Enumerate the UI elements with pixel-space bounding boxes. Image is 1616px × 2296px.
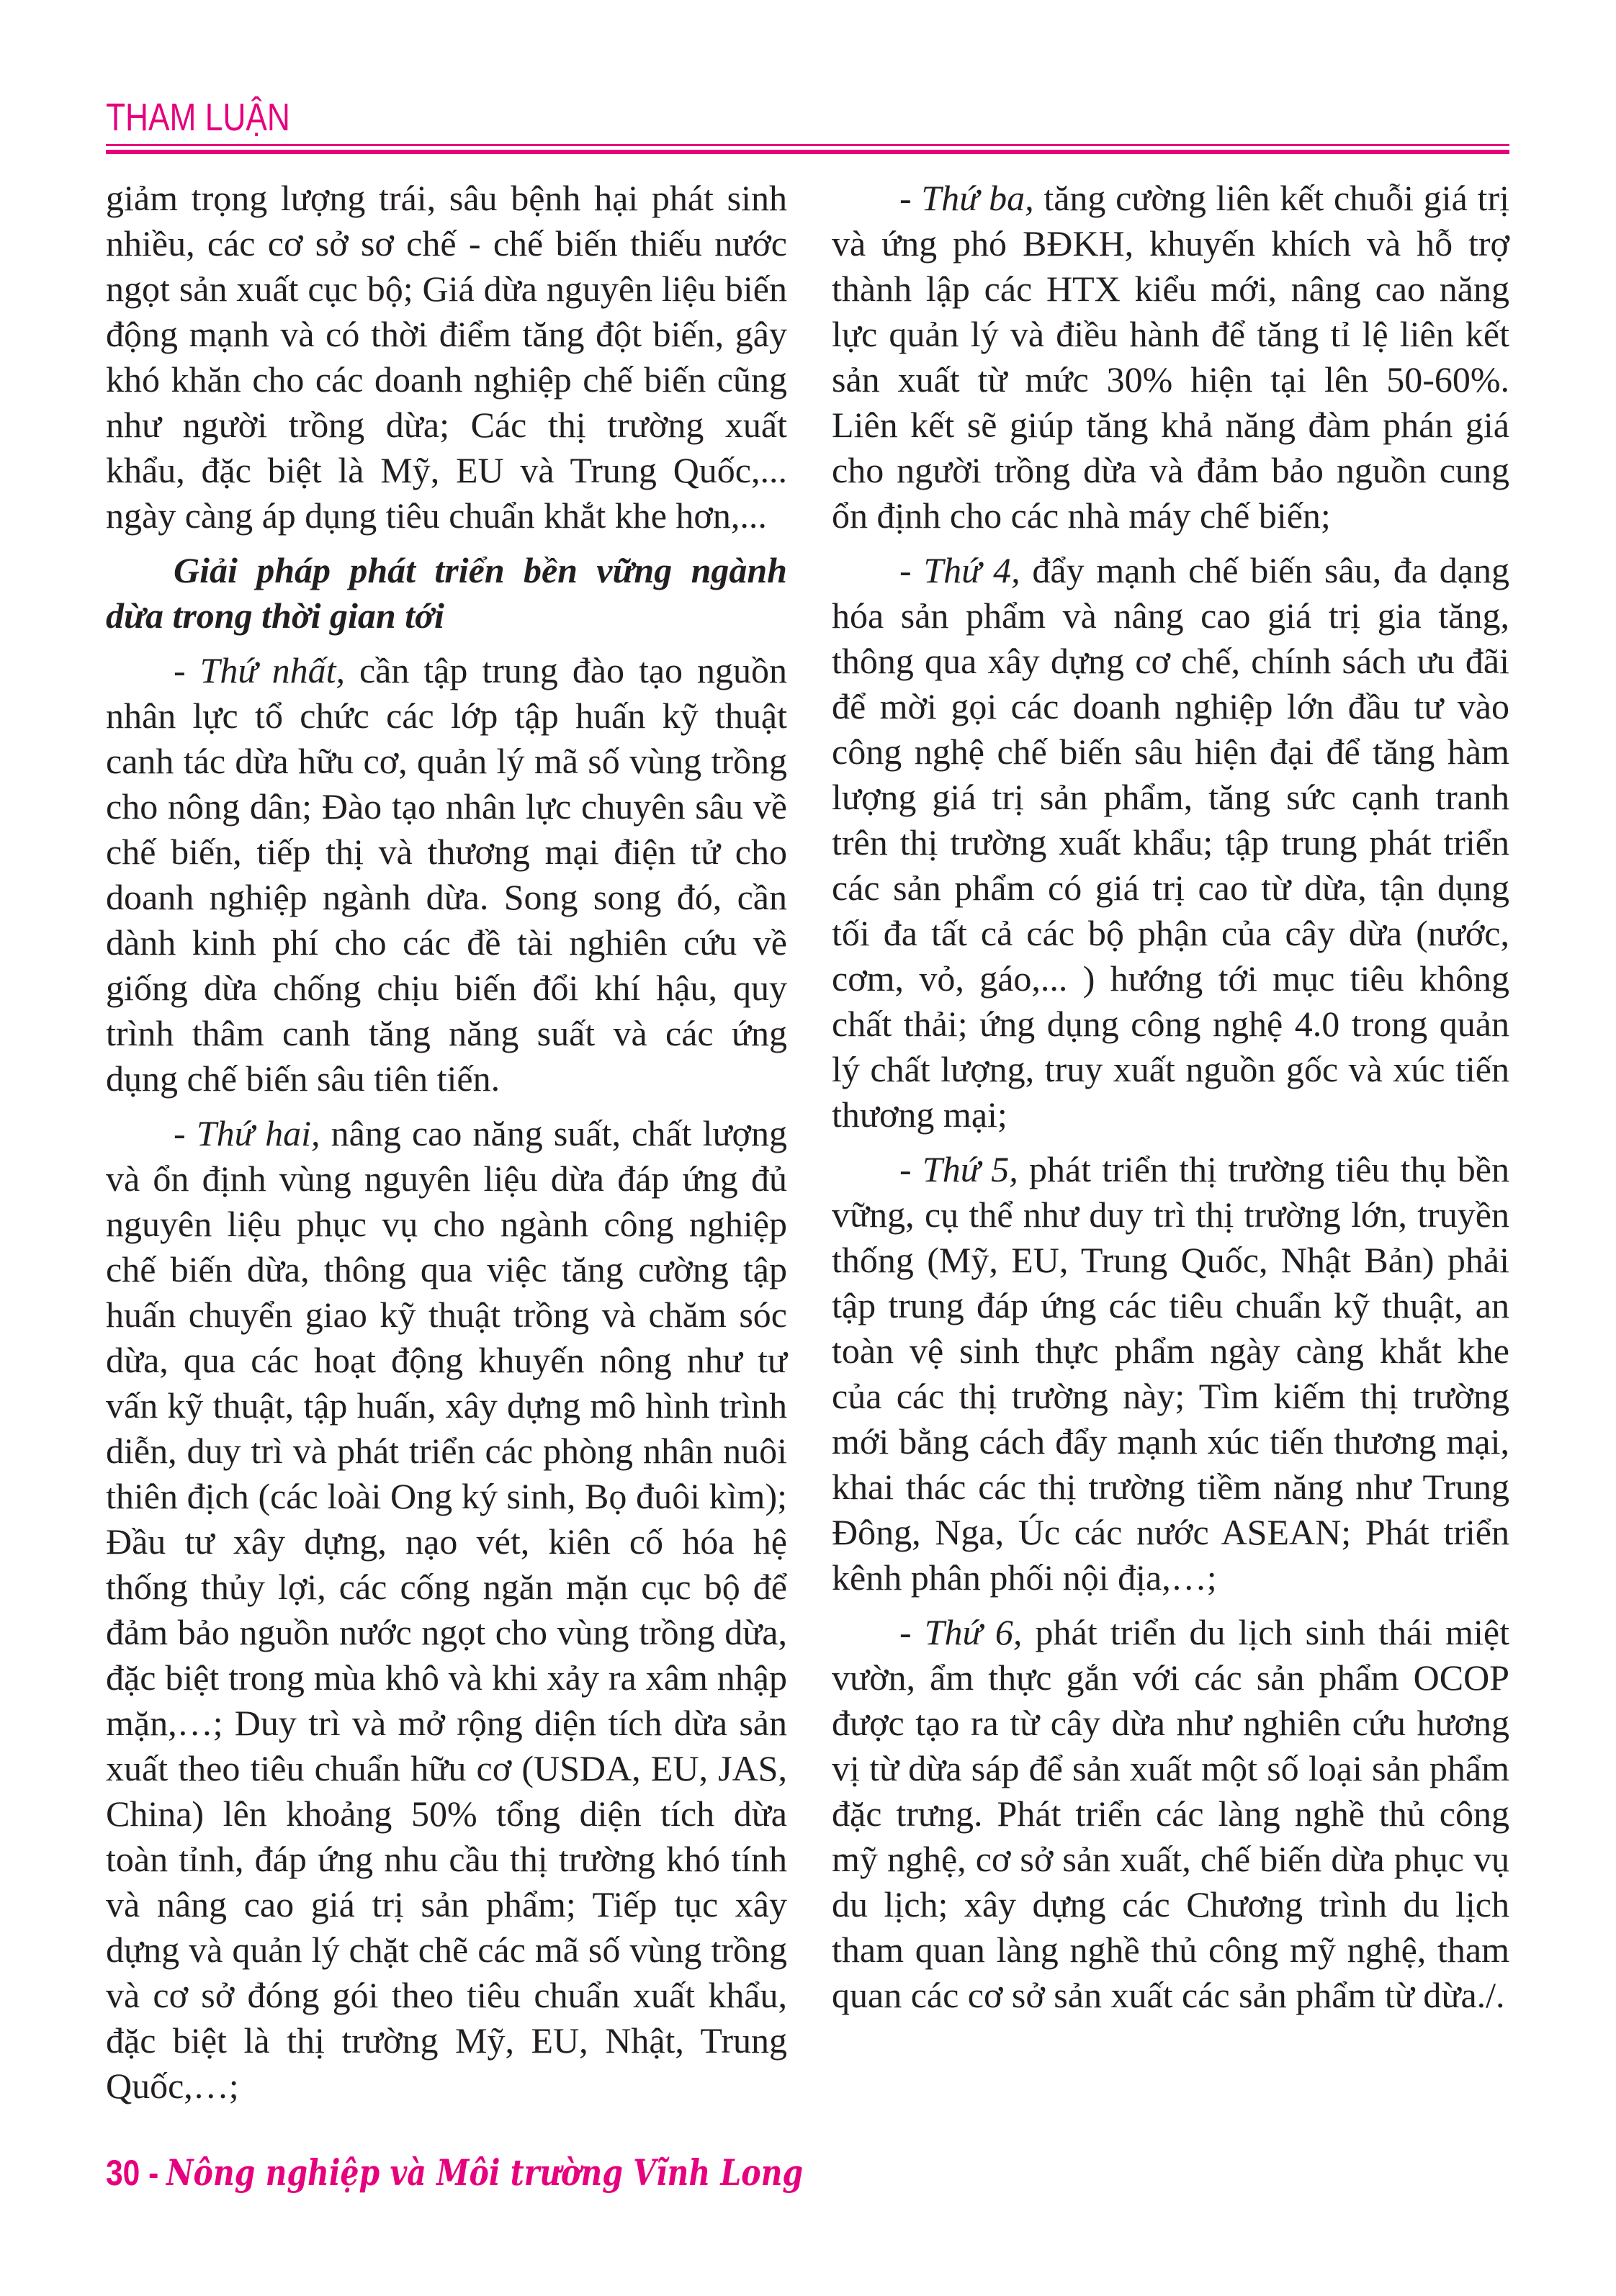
paragraph-lead: - Thứ 6,: [899, 1612, 1023, 1652]
paragraph-lead: - Thứ nhất,: [174, 650, 346, 690]
paragraph-lead: - Thứ ba,: [899, 178, 1034, 218]
paragraph-sixth-solution: - Thứ 6, phát triển du lịch sinh thái miệt vườn, ẩm thực gắn với các sản phẩm OCOP được tạo ra từ cây dừa như nghiên cứu hương vị từ dừa sáp để sản xuất một số loại sản phẩm đặc trưng. Phát triển các làng nghề thủ công mỹ nghệ, cơ sở sản xuất, chế biến dừa phục vụ du lịch; xây dựng các Chương trình du lịch tham quan làng nghề thủ công mỹ nghệ, tham quan các cơ sở sản xuất các sản phẩm từ dừa./.: [832, 1612, 1509, 2015]
paragraph-fourth-solution: - Thứ 4, đẩy mạnh chế biến sâu, đa dạng hóa sản phẩm và nâng cao giá trị gia tăng, thông qua xây dựng cơ chế, chính sách ưu đãi để mời gọi các doanh nghiệp lớn đầu tư vào công nghệ chế biến sâu hiện đại để tăng hàm lượng giá trị sản phẩm, tăng sức cạnh tranh trên thị trường xuất khẩu; tập trung phát triển các sản phẩm có giá trị cao từ dừa, tận dụng tối đa tất cả các bộ phận của cây dừa (nước, cơm, vỏ, gáo,... ) hướng tới mục tiêu không chất thải; ứng dụng công nghệ 4.0 trong quản lý chất lượng, truy xuất nguồn gốc và xúc tiến thương mại;: [832, 550, 1509, 1135]
paragraph-third-solution: - Thứ ba, tăng cường liên kết chuỗi giá trị và ứng phó BĐKH, khuyến khích và hỗ trợ thành lập các HTX kiểu mới, nâng cao năng lực quản lý và điều hành để tăng tỉ lệ liên kết sản xuất từ mức 30% hiện tại lên 50-60%. Liên kết sẽ giúp tăng khả năng đàm phán giá cho người trồng dừa và đảm bảo nguồn cung ổn định cho các nhà máy chế biến;: [832, 178, 1509, 536]
section-heading: Giải pháp phát triển bền vững ngành dừa trong thời gian tới: [106, 550, 787, 636]
paragraph-first-solution: - Thứ nhất, cần tập trung đào tạo nguồn nhân lực tổ chức các lớp tập huấn kỹ thuật canh tác dừa hữu cơ, quản lý mã số vùng trồng cho nông dân; Đào tạo nhân lực chuyên sâu về chế biến, tiếp thị và thương mại điện tử cho doanh nghiệp ngành dừa. Song song đó, cần dành kinh phí cho các đề tài nghiên cứu về giống dừa chống chịu biến đổi khí hậu, quy trình thâm canh tăng năng suất và các ứng dụng chế biến sâu tiên tiến.: [106, 650, 787, 1099]
paragraph-fifth-solution: - Thứ 5, phát triển thị trường tiêu thụ bền vững, cụ thể như duy trì thị trường lớn, truyền thống (Mỹ, EU, Trung Quốc, Nhật Bản) phải tập trung đáp ứng các tiêu chuẩn kỹ thuật, an toàn vệ sinh thực phẩm ngày càng khắt khe của các thị trường này; Tìm kiếm thị trường mới bằng cách đẩy mạnh xúc tiến thương mại, khai thác các thị trường tiềm năng như Trung Đông, Nga, Úc các nước ASEAN; Phát triển kênh phân phối nội địa,…;: [832, 1149, 1509, 1598]
paragraph-lead: - Thứ 5,: [899, 1149, 1018, 1189]
header-rule-thick: [106, 150, 1509, 154]
paragraph-lead: - Thứ 4,: [899, 550, 1020, 590]
right-column: [832, 176, 1509, 2027]
page-footer: [106, 2151, 943, 2194]
page-number: 30 -: [106, 2153, 159, 2193]
publication-title: Nông nghiệp và Môi trường Vĩnh Long: [166, 2151, 804, 2194]
header-rule-thin: [106, 144, 1509, 146]
paragraph-second-solution: - Thứ hai, nâng cao năng suất, chất lượng và ổn định vùng nguyên liệu dừa đáp ứng đủ nguyên liệu phục vụ cho ngành công nghiệp chế biến dừa, thông qua việc tăng cường tập huấn chuyển giao kỹ thuật trồng và chăm sóc dừa, qua các hoạt động khuyến nông như tư vấn kỹ thuật, tập huấn, xây dựng mô hình trình diễn, duy trì và phát triển các phòng nhân nuôi thiên địch (các loài Ong ký sinh, Bọ đuôi kìm); Đầu tư xây dựng, nạo vét, kiên cố hóa hệ thống thủy lợi, các cống ngăn mặn cục bộ để đảm bảo nguồn nước ngọt cho vùng trồng dừa, đặc biệt trong mùa khô và khi xảy ra xâm nhập mặn,…; Duy trì và mở rộng diện tích dừa sản xuất theo tiêu chuẩn hữu cơ (USDA, EU, JAS, China) lên khoảng 50% tổng diện tích dừa toàn tỉnh, đáp ứng nhu cầu thị trường khó tính và nâng cao giá trị sản phẩm; Tiếp tục xây dựng và quản lý chặt chẽ các mã số vùng trồng và cơ sở đóng gói theo tiêu chuẩn xuất khẩu, đặc biệt là thị trường Mỹ, EU, Nhật, Trung Quốc,…;: [106, 1113, 787, 2106]
left-column: [106, 176, 787, 2118]
section-label: THAM LUẬN: [106, 96, 290, 139]
paragraph-lead: - Thứ hai,: [174, 1113, 320, 1153]
paragraph-continuation: giảm trọng lượng trái, sâu bệnh hại phát sinh nhiều, các cơ sở sơ chế - chế biến thiếu nước ngọt sản xuất cục bộ; Giá dừa nguyên liệu biến động mạnh và có thời điểm tăng đột biến, gây khó khăn cho các doanh nghiệp chế biến cũng như người trồng dừa; Các thị trường xuất khẩu, đặc biệt là Mỹ, EU và Trung Quốc,... ngày càng áp dụng tiêu chuẩn khắt khe hơn,...: [106, 178, 787, 536]
